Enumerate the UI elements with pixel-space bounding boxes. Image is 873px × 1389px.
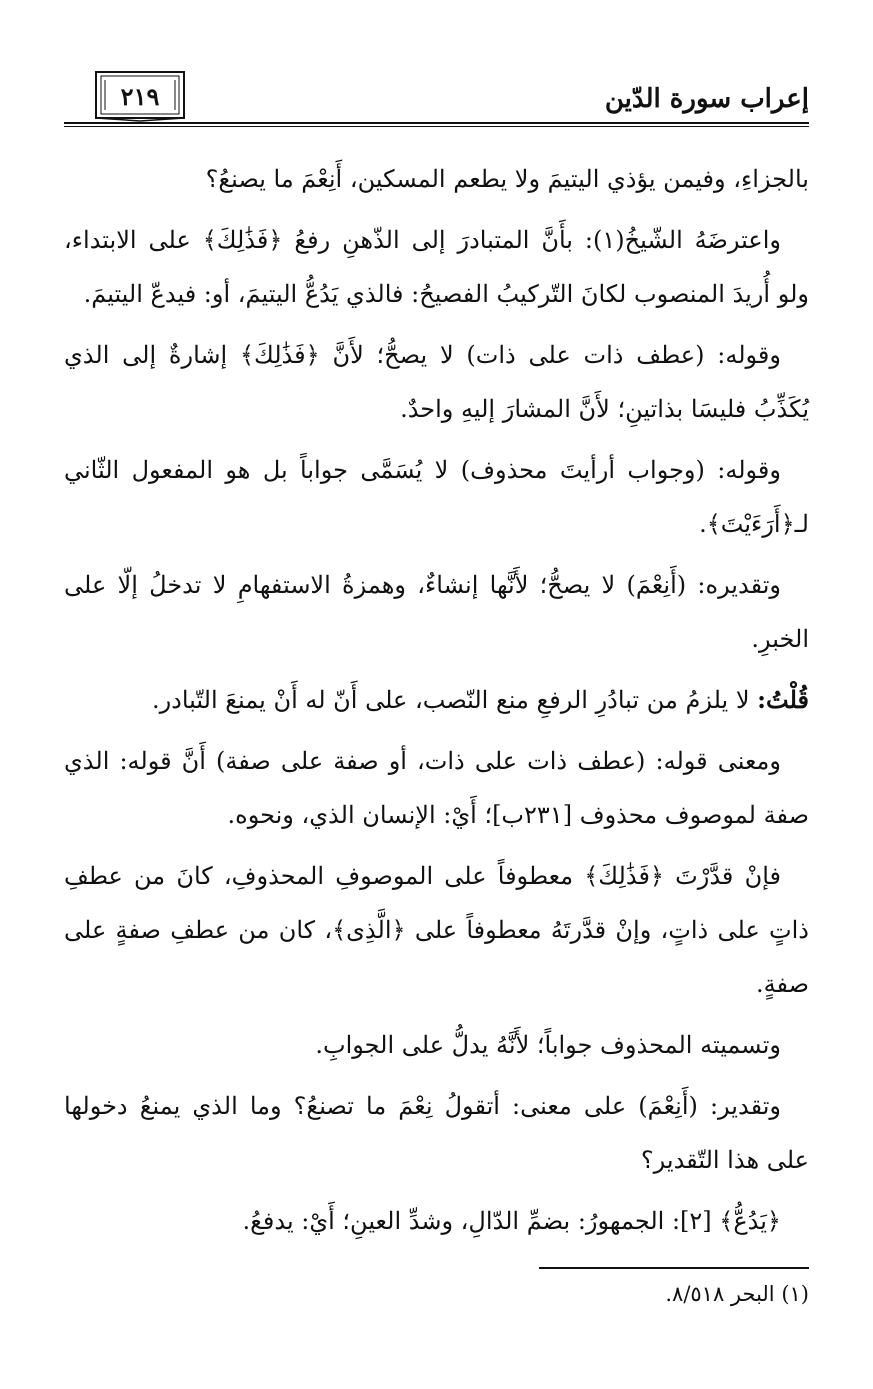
- paragraph: ﴿يَدُعُّ﴾ [٢]: الجمهورُ: بضمِّ الدّالِ، وشدِّ العينِ؛ أَيْ: يدفعُ.: [242, 1207, 781, 1235]
- paragraph: وتقدير: (أَنِعْمَ) على معنى: أتقولُ نِعْمَ ما تصنعُ؟ وما الذي يمنعُ دخولها على هذا التّقدير؟: [64, 1092, 809, 1174]
- paragraph: وتقديره: (أَنِعْمَ) لا يصحُّ؛ لأَنَّها إنشاءٌ، وهمزةُ الاستفهامِ لا تدخلُ إلّا على الخبرِ.: [64, 571, 809, 653]
- running-title: إعراب سورة الدّين: [604, 84, 809, 114]
- body-text: [64, 152, 809, 1255]
- page-number: ٢١٩: [120, 81, 160, 111]
- paragraph: بالجزاءِ، وفيمن يؤذي اليتيمَ ولا يطعم المسكين، أَنِعْمَ ما يصنعُ؟: [205, 165, 809, 193]
- header-rule-thin: [64, 126, 809, 127]
- lead-word: قُلْتُ:: [757, 685, 809, 714]
- paragraph: واعترضَهُ الشّيخُ(١): بأَنَّ المتبادرَ إلى الذّهنِ رفعُ ﴿فَذَٰلِكَ﴾ على الابتداء، ولو أُريدَ المنصوب لكانَ التّركيبُ الفصيحُ: فالذي يَدُعُّ اليتيمَ، أو: فيدعّ اليتيمَ.: [64, 226, 809, 308]
- paragraph-qultu: [64, 673, 809, 727]
- footnote: (١) البحر ٨/٥١٨.: [665, 1282, 809, 1306]
- paragraph: وتسميته المحذوف جواباً؛ لأَنَّهُ يدلُّ على الجوابِ.: [315, 1031, 781, 1059]
- footnote-rule: [539, 1267, 809, 1269]
- header-rule: [64, 122, 809, 124]
- paragraph: ومعنى قوله: (عطف ذات على ذات، أو صفة على صفة) أَنَّ قوله: الذي صفة لموصوف محذوف [٢٣١ب]؛ أَيْ: الإنسان الذي، ونحوه.: [64, 747, 809, 829]
- page-number-frame: [94, 70, 186, 122]
- paragraph: وقوله: (وجواب أرأيتَ محذوف) لا يُسَمَّى جواباً بل هو المفعول الثّاني لـ﴿أَرَءَيْتَ﴾.: [64, 456, 809, 538]
- paragraph: وقوله: (عطف ذات على ذات) لا يصحُّ؛ لأَنَّ ﴿فَذَٰلِكَ﴾ إشارةٌ إلى الذي يُكَذِّبُ فليسَا بذاتينِ؛ لأَنَّ المشارَ إليهِ واحدٌ.: [64, 341, 809, 423]
- paragraph-text: لا يلزمُ من تبادُرِ الرفعِ منع النّصب، على أَنّ له أَنْ يمنعَ التّبادر.: [151, 686, 750, 714]
- paragraph: فإنْ قدَّرْتَ ﴿فَذَٰلِكَ﴾ معطوفاً على الموصوفِ المحذوفِ، كانَ من عطفِ ذاتٍ على ذاتٍ، وإنْ قدَّرتَهُ معطوفاً على ﴿الَّذِى﴾، كان من عطفِ صفةٍ على صفةٍ.: [64, 862, 809, 998]
